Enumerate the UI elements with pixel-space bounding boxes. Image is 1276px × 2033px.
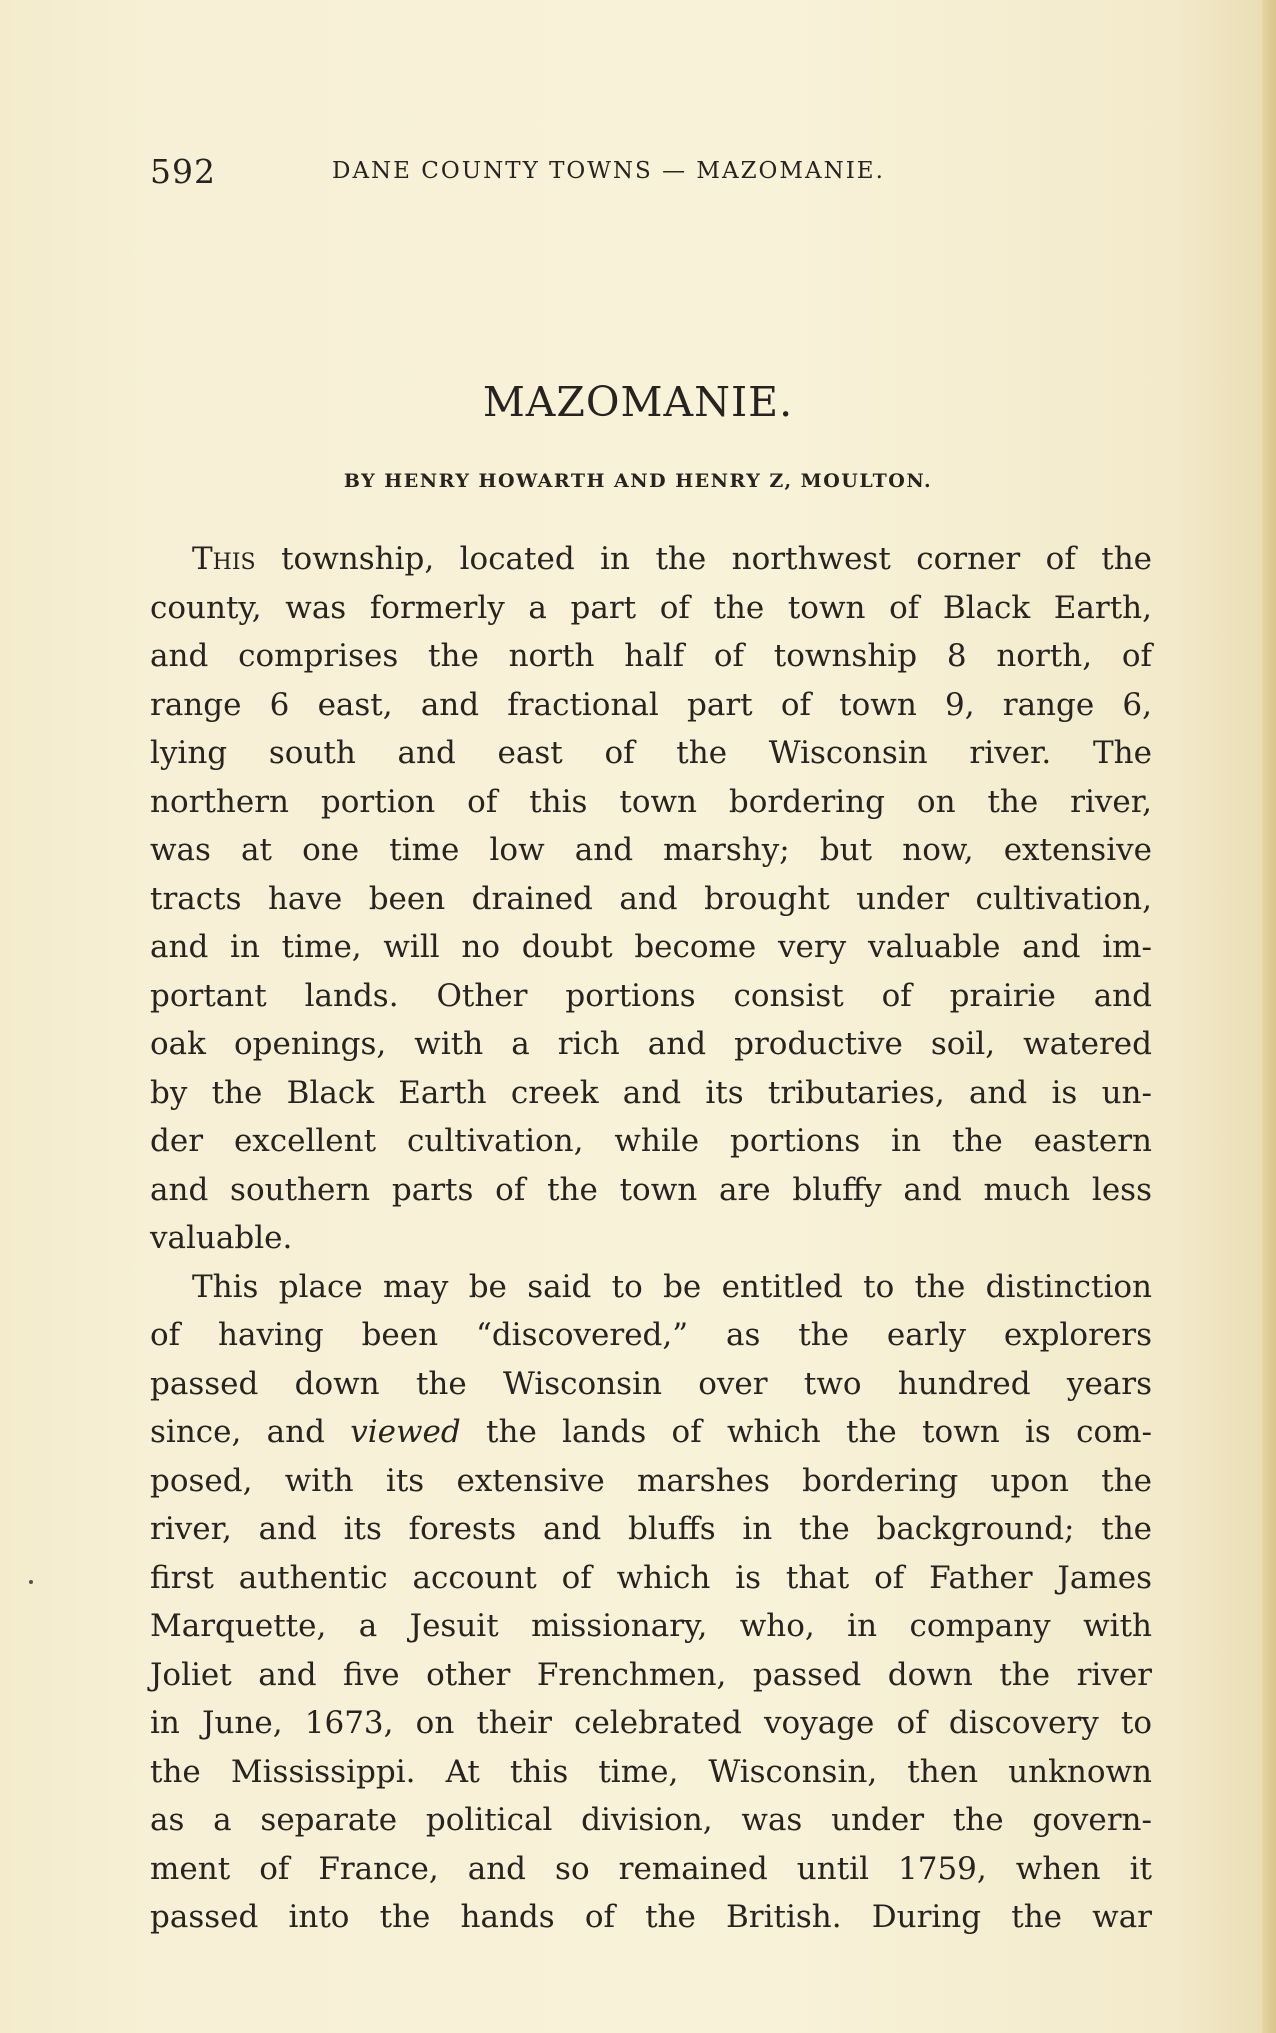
first-line-rest: township, located in the northwest corner of the [255, 541, 1152, 577]
paragraph-1-line: and in time, will no doubt become very valuable and im- [150, 929, 1152, 965]
paragraph-2-line: as a separate political division, was under the govern- [150, 1802, 1152, 1838]
paragraph-2-line: first authentic account of which is that of Father James [150, 1559, 1152, 1596]
paragraph-2-line [150, 1408, 1152, 1457]
paragraph-1-line: and comprises the north half of township 8 north, of [150, 638, 1152, 674]
paragraph-2-line: Joliet and five other Frenchmen, passed down the river [150, 1656, 1152, 1693]
chapter-title: MAZOMANIE. [482, 378, 794, 426]
paragraph-1-line: range 6 east, and fractional part of town 9, range 6, [150, 686, 1152, 723]
paragraph-2-line: This place may be said to be entitled to the distinction [192, 1268, 1152, 1305]
paragraph-1-line: county, was formerly a part of the town of Black Earth, [150, 589, 1152, 626]
body-text [150, 535, 1152, 1942]
first-word: This [192, 541, 256, 577]
paragraph-1-line: was at one time low and marshy; but now, extensive [150, 832, 1152, 868]
paragraph-2-line: river, and its forests and bluffs in the background; the [150, 1511, 1152, 1547]
paragraph-1-line: northern portion of this town bordering on the river, [150, 783, 1152, 820]
paragraph-1-line: oak openings, with a rich and productive soil, watered [150, 1026, 1152, 1062]
line-text: since, and [150, 1414, 351, 1450]
paragraph-1-line: tracts have been drained and brought under cultivation, [150, 880, 1152, 917]
paragraph-1-line: der excellent cultivation, while portions in the eastern [150, 1123, 1152, 1159]
paragraph-2-line: the Mississippi. At this time, Wisconsin, then unknown [150, 1753, 1152, 1790]
paragraph-2-line: in June, 1673, on their celebrated voyage of discovery to [150, 1705, 1152, 1741]
page-number: 592 [150, 152, 216, 191]
italic-word: viewed [350, 1414, 461, 1450]
paragraph-2-line: passed down the Wisconsin over two hundred years [150, 1365, 1152, 1402]
paragraph-1-line: lying south and east of the Wisconsin river. The [150, 735, 1152, 771]
paragraph-1-line: and southern parts of the town are bluffy and much less [150, 1171, 1152, 1208]
paragraph-2-line: passed into the hands of the British. During the war [150, 1899, 1152, 1935]
paragraph-1-line: by the Black Earth creek and its tributaries, and is un- [150, 1074, 1152, 1111]
page-header [150, 152, 1160, 196]
line-text: the lands of which the town is com- [460, 1414, 1153, 1450]
page-edge [1262, 0, 1276, 2033]
paragraph-2-line: Marquette, a Jesuit missionary, who, in company with [150, 1608, 1152, 1644]
paragraph-2-line: ment of France, and so remained until 1759, when it [150, 1850, 1152, 1887]
paragraph-1-line: valuable. [150, 1220, 293, 1256]
paragraph-2-line: of having been “discovered,” as the early explorers [150, 1317, 1152, 1353]
running-head: DANE COUNTY TOWNS — MAZOMANIE. [332, 158, 885, 184]
paragraph-1-line: portant lands. Other portions consist of prairie and [150, 977, 1152, 1014]
paragraph-1-line [150, 535, 1152, 584]
byline: BY HENRY HOWARTH AND HENRY Z, MOULTON. [343, 470, 933, 492]
ink-speck [29, 1580, 33, 1584]
paragraph-2-line: posed, with its extensive marshes bordering upon the [150, 1462, 1152, 1499]
